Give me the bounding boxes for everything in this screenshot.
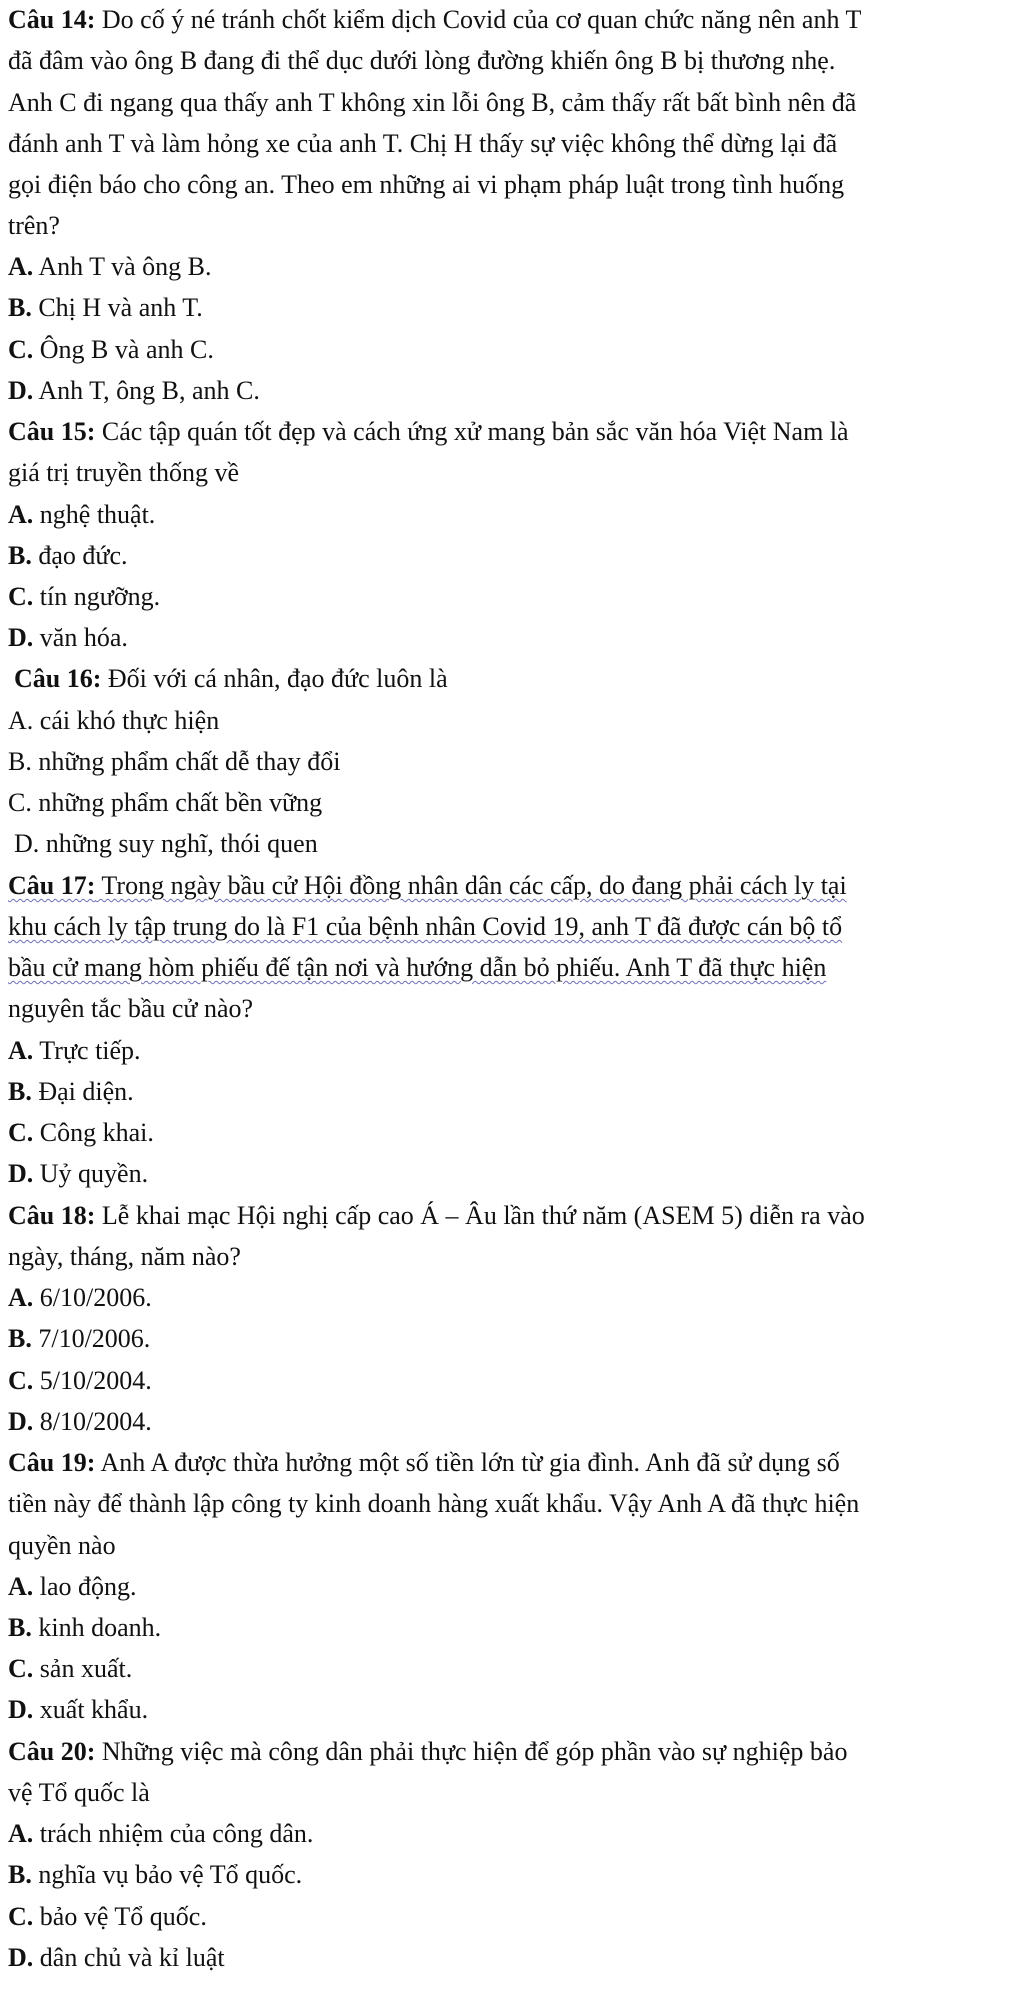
question-14-line-2: đã đâm vào ông B đang đi thể dục dưới lòng đường khiến ông B bị thương nhẹ.	[8, 46, 836, 75]
question-17-line-4: nguyên tắc bầu cử nào?	[8, 994, 254, 1023]
question-14-option-a: A. Anh T và ông B.	[8, 252, 212, 281]
question-18-label: Câu 18:	[8, 1201, 96, 1230]
question-19-line-1: Câu 19: Anh A được thừa hưởng một số tiền lớn từ gia đình. Anh đã sử dụng số	[8, 1448, 840, 1477]
question-19-label: Câu 19:	[8, 1448, 96, 1477]
question-20-line-2: vệ Tổ quốc là	[8, 1778, 150, 1807]
question-17-label: Câu 17:	[8, 871, 96, 900]
question-15-option-c: C. tín ngưỡng.	[8, 582, 161, 611]
question-20-line-1: Câu 20: Những việc mà công dân phải thực hiện để góp phần vào sự nghiệp bảo	[8, 1737, 848, 1766]
question-18-option-a: A. 6/10/2006.	[8, 1283, 152, 1312]
question-14-option-b: B. Chị H và anh T.	[8, 293, 203, 322]
question-16-option-c: C. những phẩm chất bền vững	[8, 788, 323, 817]
question-14-label: Câu 14:	[8, 5, 96, 34]
question-17-option-d: D. Uỷ quyền.	[8, 1159, 149, 1188]
question-14-line-5: gọi điện báo cho công an. Theo em những ai vi phạm pháp luật trong tình huống	[8, 170, 845, 199]
question-15-option-a: A. nghệ thuật.	[8, 500, 156, 529]
question-19-line-3: quyền nào	[8, 1531, 116, 1560]
question-14-line-3: Anh C đi ngang qua thấy anh T không xin lỗi ông B, cảm thấy rất bất bình nên đã	[8, 88, 857, 117]
question-18-line-1: Câu 18: Lễ khai mạc Hội nghị cấp cao Á – Âu lần thứ năm (ASEM 5) diễn ra vào	[8, 1201, 865, 1230]
question-19-option-c: C. sản xuất.	[8, 1654, 133, 1683]
question-18-option-b: B. 7/10/2006.	[8, 1324, 151, 1353]
question-19-option-d: D. xuất khẩu.	[8, 1695, 149, 1724]
question-19-option-b: B. kinh doanh.	[8, 1613, 162, 1642]
question-16-option-b: B. những phẩm chất dễ thay đổi	[8, 747, 341, 776]
question-17-option-b: B. Đại diện.	[8, 1077, 134, 1106]
question-15-option-b: B. đạo đức.	[8, 541, 128, 570]
question-20-option-c: C. bảo vệ Tổ quốc.	[8, 1902, 207, 1931]
question-17-option-c: C. Công khai.	[8, 1118, 154, 1147]
question-15-label: Câu 15:	[8, 417, 96, 446]
question-15-option-d: D. văn hóa.	[8, 623, 128, 652]
question-14-line-6: trên?	[8, 211, 60, 240]
question-18-line-2: ngày, tháng, năm nào?	[8, 1242, 241, 1271]
question-20-label: Câu 20:	[8, 1737, 96, 1766]
question-19-line-2: tiền này để thành lập công ty kinh doanh hàng xuất khẩu. Vậy Anh A đã thực hiện	[8, 1489, 860, 1518]
question-16-line-1: Câu 16: Đối với cá nhân, đạo đức luôn là	[14, 664, 448, 693]
question-14-option-d: D. Anh T, ông B, anh C.	[8, 376, 260, 405]
question-14-option-c: C. Ông B và anh C.	[8, 335, 214, 364]
question-15-line-2: giá trị truyền thống về	[8, 458, 240, 487]
question-20-option-a: A. trách nhiệm của công dân.	[8, 1819, 314, 1848]
question-18-option-c: C. 5/10/2004.	[8, 1366, 152, 1395]
question-16-option-d: D. những suy nghĩ, thói quen	[14, 829, 318, 858]
question-18-option-d: D. 8/10/2004.	[8, 1407, 152, 1436]
question-17-option-a: A. Trực tiếp.	[8, 1036, 141, 1065]
question-17-line-1: Câu 17: Trong ngày bầu cử Hội đồng nhân dân các cấp, do đang phải cách ly tại	[8, 871, 847, 900]
question-17-line-3: bầu cử mang hòm phiếu đế tận nơi và hướng dẫn bỏ phiếu. Anh T đã thực hiện	[8, 953, 827, 982]
question-20-option-d: D. dân chủ và kỉ luật	[8, 1943, 225, 1972]
question-16-option-a: A. cái khó thực hiện	[8, 706, 220, 735]
question-14-line-4: đánh anh T và làm hỏng xe của anh T. Chị H thấy sự việc không thể dừng lại đã	[8, 129, 838, 158]
question-17-line-2: khu cách ly tập trung do là F1 của bệnh nhân Covid 19, anh T đã được cán bộ tổ	[8, 912, 843, 941]
question-14-line-1: Câu 14: Do cố ý né tránh chốt kiểm dịch Covid của cơ quan chức năng nên anh T	[8, 5, 862, 34]
question-20-option-b: B. nghĩa vụ bảo vệ Tổ quốc.	[8, 1860, 303, 1889]
question-16-label: Câu 16:	[14, 664, 102, 693]
question-19-option-a: A. lao động.	[8, 1572, 137, 1601]
question-15-line-1: Câu 15: Các tập quán tốt đẹp và cách ứng xử mang bản sắc văn hóa Việt Nam là	[8, 417, 849, 446]
